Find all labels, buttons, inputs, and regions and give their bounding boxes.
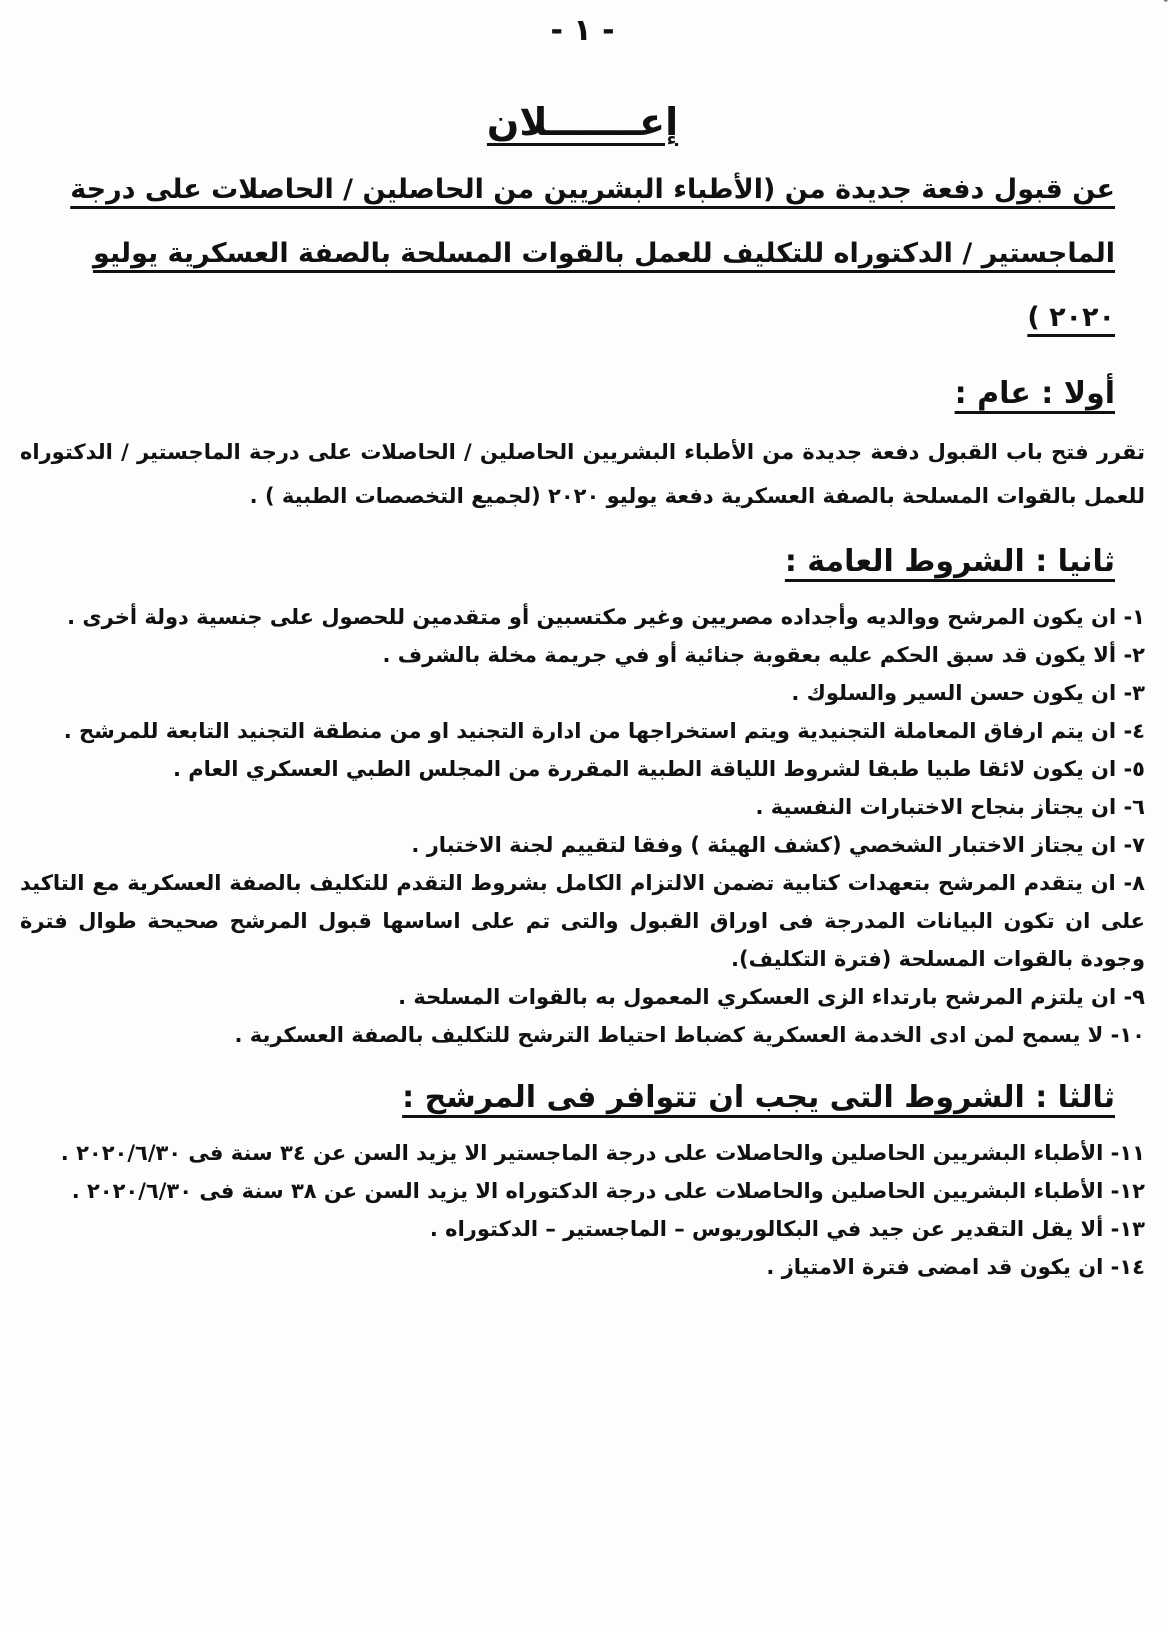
subtitle-line-1: [20, 158, 1145, 222]
list-item: ١٤- ان يكون قد امضى فترة الامتياز .: [766, 1255, 1145, 1279]
list-item: ٩- ان يلتزم المرشح بارتداء الزى العسكري المعمول به بالقوات المسلحة .: [398, 985, 1145, 1009]
page-title: [20, 92, 1145, 152]
list-item: ١٠- لا يسمح لمن ادى الخدمة العسكرية كضباط احتياط الترشح للتكليف بالصفة العسكرية .: [234, 1023, 1145, 1047]
section-heading-general-conditions: [20, 536, 1145, 588]
page-number: - ١ -: [550, 13, 615, 48]
section-heading-candidate-conditions: [20, 1072, 1145, 1124]
list-item: ٥- ان يكون لائقا طبيا طبقا لشروط اللياقة الطبية المقررة من المجلس الطبي العسكري العام .: [172, 757, 1145, 781]
section-heading-candidate-conditions-text: ثالثا : الشروط التى يجب ان تتوافر فى المرشح :: [402, 1080, 1115, 1115]
page-title-text: إعـــــــلان: [486, 100, 679, 144]
list-item: ١٢- الأطباء البشريين الحاصلين والحاصلات على درجة الدكتوراه الا يزيد السن عن ٣٨ سنة فى ٢٠٢٠/٦/٣٠ .: [71, 1179, 1145, 1203]
general-conditions-list: [20, 598, 1145, 1054]
section-heading-general-text: أولا : عام :: [954, 376, 1115, 411]
list-item: ١١- الأطباء البشريين الحاصلين والحاصلات على درجة الماجستير الا يزيد السن عن ٣٤ سنة فى ٢٠٢٠/٦/٣٠ .: [60, 1141, 1145, 1165]
candidate-conditions-list: [20, 1134, 1145, 1286]
list-item: ٢- ألا يكون قد سبق الحكم عليه بعقوبة جنائية أو في جريمة مخلة بالشرف .: [382, 643, 1145, 667]
subtitle-line-2-text: الماجستير / الدكتوراه للتكليف للعمل بالقوات المسلحة بالصفة العسكرية يوليو ٢٠٢٠ ): [92, 238, 1115, 333]
document-body: [20, 10, 1145, 1286]
list-item: ١- ان يكون المرشح ووالديه وأجداده مصريين وغير مكتسبين أو متقدمين للحصول على جنسية دولة أخرى .: [67, 605, 1145, 629]
section-heading-general: [20, 368, 1145, 420]
subtitle-line-2: [20, 222, 1145, 350]
list-item: ٧- ان يجتاز الاختبار الشخصي (كشف الهيئة ) وفقا لتقييم لجنة الاختبار .: [411, 833, 1145, 857]
list-item: ٨- ان يتقدم المرشح بتعهدات كتابية تضمن الالتزام الكامل بشروط التقدم للتكليف بالصفة العسكرية مع التاكيد على ان تكون البيانات المدرجة فى اوراق القبول والتى تم على اساسها قبول المرشح صحيحة طوال فترة وجودة بالقوات المسلحة (فترة التكليف).: [20, 871, 1145, 971]
section-heading-general-conditions-text: ثانيا : الشروط العامة :: [784, 544, 1115, 579]
list-item: ٤- ان يتم ارفاق المعاملة التجنيدية ويتم استخراجها من ادارة التجنيد او من منطقة التجنيد التابعة للمرشح .: [63, 719, 1145, 743]
subtitle-line-1-text: عن قبول دفعة جديدة من (الأطباء البشريين من الحاصلين / الحاصلات على درجة: [70, 174, 1115, 205]
list-item: ١٣- ألا يقل التقدير عن جيد في البكالوريوس – الماجستير – الدكتوراه .: [429, 1217, 1145, 1241]
list-item: ٦- ان يجتاز بنجاح الاختبارات النفسية .: [755, 795, 1145, 819]
list-item: ٣- ان يكون حسن السير والسلوك .: [791, 681, 1145, 705]
section-general-text: تقرر فتح باب القبول دفعة جديدة من الأطباء البشريين الحاصلين / الحاصلات على درجة الماجستير / الدكتوراه للعمل بالقوات المسلحة بالصفة العسكرية دفعة يوليو ٢٠٢٠ (لجميع التخصصات الطبية ) .: [20, 440, 1145, 508]
